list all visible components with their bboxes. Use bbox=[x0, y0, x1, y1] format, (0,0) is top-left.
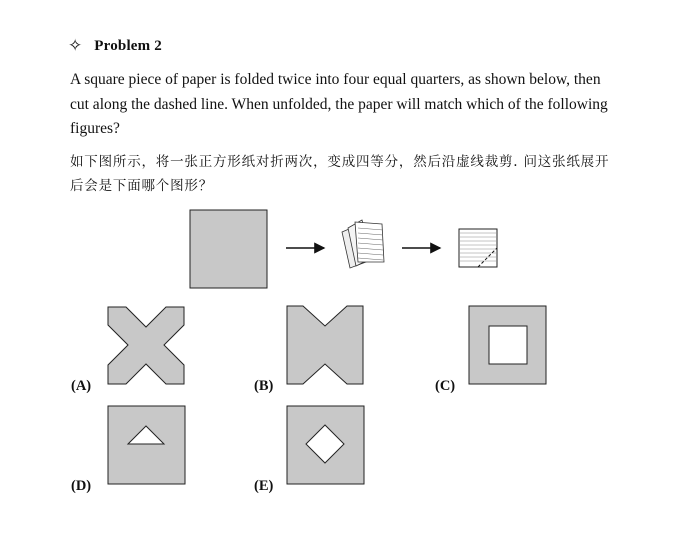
option-b-figure[interactable] bbox=[287, 306, 363, 384]
option-c-label[interactable]: (C) bbox=[435, 378, 456, 394]
problem-statement-english: A square piece of paper is folded twice into four equal quarters, as shown below, then cut along the dashed line. When unfolded, the paper will match which of the following figures? bbox=[70, 71, 608, 137]
option-d-label[interactable]: (D) bbox=[71, 478, 92, 494]
unfolded-square-paper bbox=[190, 210, 267, 288]
problem-statement-chinese: 如下图所示，将一张正方形纸对折两次，变成四等分，然后沿虚线裁剪. 问这张纸展开后会是下面哪个图形？ bbox=[70, 154, 610, 194]
option-e-label[interactable]: (E) bbox=[254, 478, 274, 494]
option-c-figure[interactable] bbox=[469, 306, 546, 384]
quarter-square-with-cut-line bbox=[459, 229, 497, 267]
option-a-label[interactable]: (A) bbox=[71, 378, 92, 394]
problem-title: Problem 2 bbox=[94, 37, 163, 54]
folded-paper-sketch bbox=[342, 220, 384, 268]
folding-process-diagram bbox=[190, 210, 497, 288]
option-a-figure[interactable] bbox=[108, 307, 184, 384]
option-d-figure[interactable] bbox=[108, 406, 185, 484]
star-diamond-icon: ✧ bbox=[68, 36, 83, 56]
option-e-figure[interactable] bbox=[287, 406, 364, 484]
option-b-label[interactable]: (B) bbox=[254, 378, 274, 394]
